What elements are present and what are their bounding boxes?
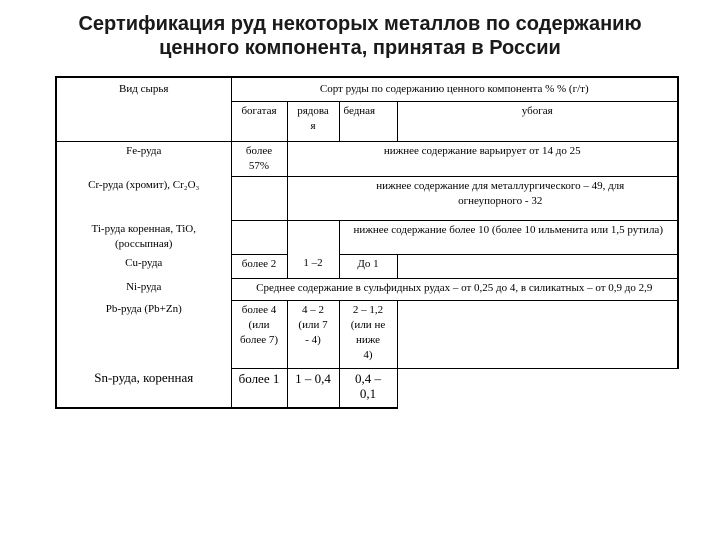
row-poor: 2 – 1,2 (или не ниже 4): [339, 300, 397, 368]
slide-title: [40, 12, 680, 60]
row-span-note: нижнее содержание более 10 (более 10 ильменита или 1,5 рутила): [339, 220, 678, 254]
row-name: Fe-руда: [56, 141, 231, 176]
table-row: [56, 368, 678, 408]
table-row: [56, 220, 678, 254]
row-name: Cu-руда: [56, 254, 231, 278]
row-rich: более 57%: [231, 141, 287, 176]
row-poor: До 1: [339, 254, 397, 278]
row-rich: более 1: [231, 368, 287, 408]
row-ordinary: 1 – 0,4: [287, 368, 339, 408]
row-poor: 0,4 – 0,1: [339, 368, 397, 408]
table-row: [56, 254, 678, 278]
row-name: Ni-руда: [56, 278, 231, 300]
row-span-note: нижнее содержание варьирует от 14 до 25: [287, 141, 678, 176]
table-row: [56, 278, 678, 300]
row-empty-cell: [397, 254, 678, 278]
row-empty-cell: [231, 176, 287, 220]
row-ordinary: 4 – 2 (или 7 - 4): [287, 300, 339, 368]
header-ordinary: рядова я: [287, 101, 339, 141]
row-empty-cell: [231, 220, 287, 254]
table-row: [56, 300, 678, 368]
table-row: [56, 176, 678, 220]
header-row-2: [56, 101, 678, 141]
row-empty-cell: [287, 220, 339, 254]
table-row: [56, 141, 678, 176]
row-span-note: нижнее содержание для металлургического – 49, для огнеупорного - 32: [287, 176, 678, 220]
header-poor: бедная: [339, 101, 397, 141]
row-rich: более 2: [231, 254, 287, 278]
header-grade: Сорт руды по содержанию ценного компонента % % (г/т): [231, 77, 678, 101]
title-line-1: Сертификация руд некоторых металлов по содержанию: [78, 13, 642, 35]
title-line-2: ценного компонента, принятая в России: [159, 37, 561, 59]
ore-certification-table: [55, 76, 679, 409]
row-name: Cr-руда (хромит), Cr₂O₃: [56, 176, 231, 220]
header-row-1: [56, 77, 678, 101]
row-rich: более 4 (или более 7): [231, 300, 287, 368]
header-empty-cell: [56, 101, 231, 141]
row-name: Pb-руда (Pb+Zn): [56, 300, 231, 368]
row-name: Sn-руда, коренная: [56, 368, 231, 408]
row-name: Ti-руда коренная, TiO, (россыпная): [56, 220, 231, 254]
row-empty-cell: [397, 300, 678, 368]
row-span-note: Среднее содержание в сульфидных рудах – от 0,25 до 4, в силикатных – от 0,9 до 2,9: [231, 278, 678, 300]
header-lean: убогая: [397, 101, 678, 141]
row-empty-cell: [397, 368, 678, 408]
header-rich: богатая: [231, 101, 287, 141]
row-ordinary: 1 –2: [287, 254, 339, 278]
header-raw-type: Вид сырья: [56, 77, 231, 101]
